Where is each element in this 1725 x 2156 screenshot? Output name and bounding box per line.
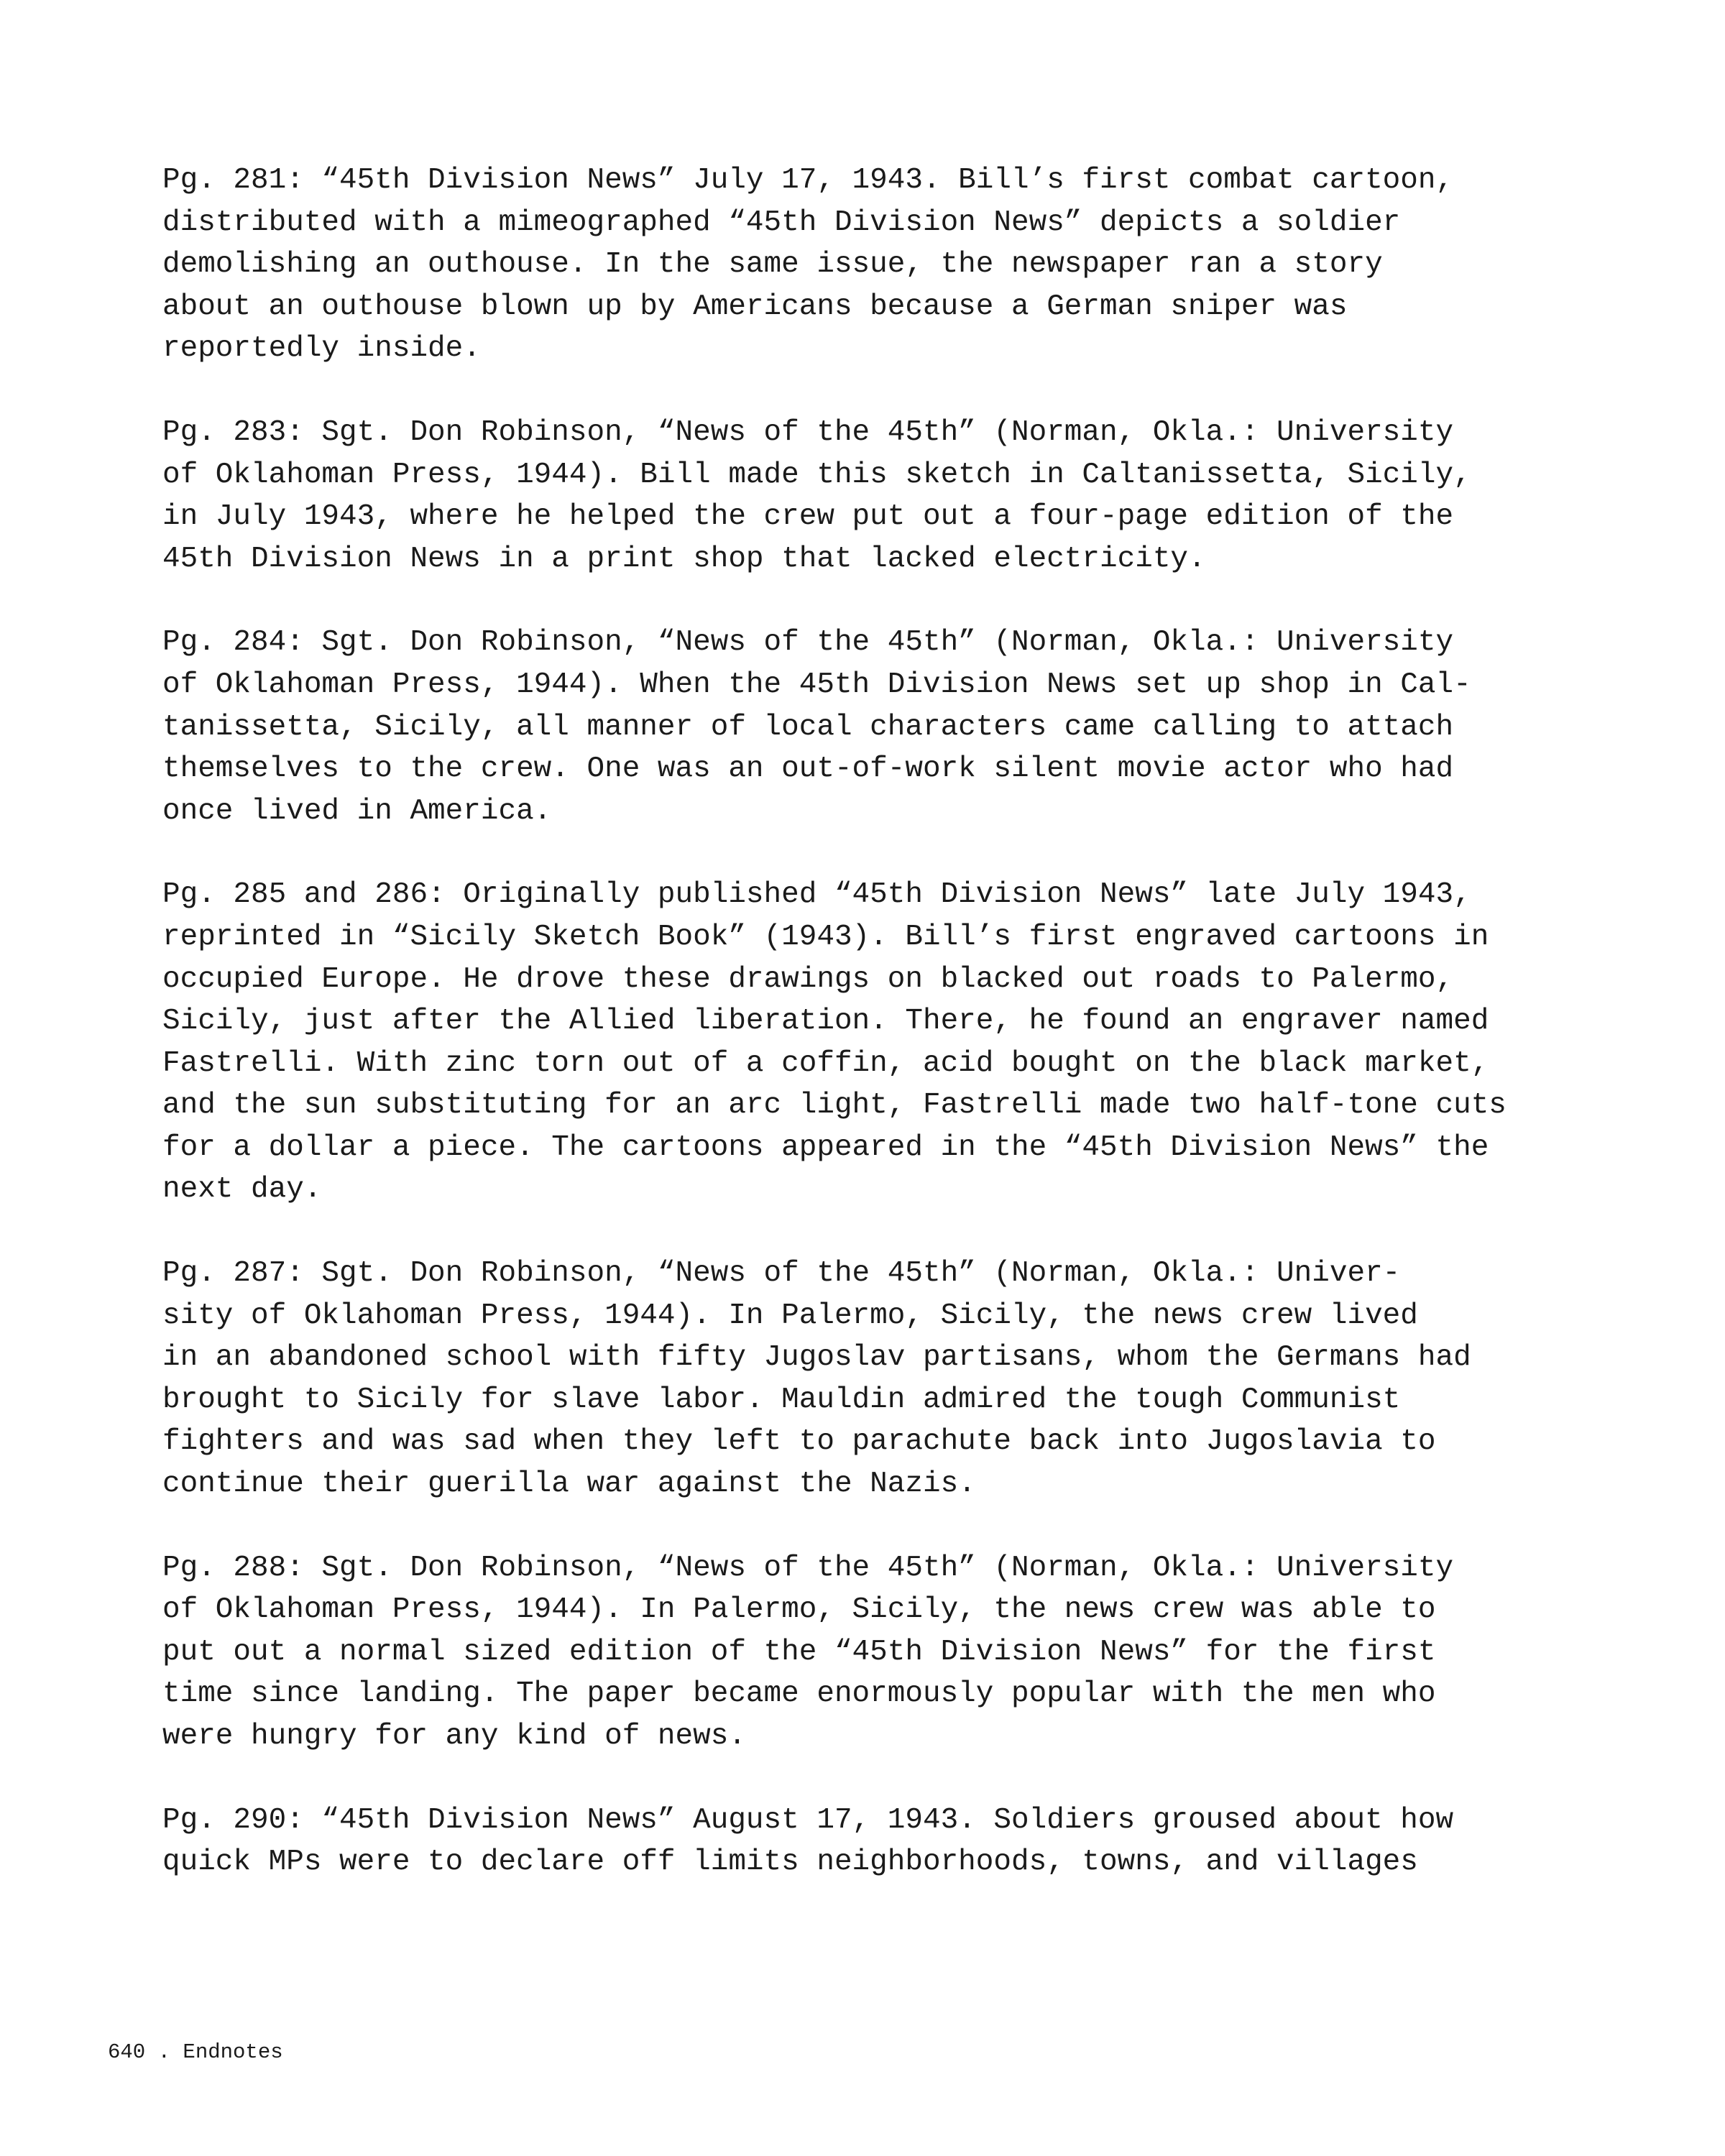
endnote-line: Pg. 283: Sgt. Don Robinson, “News of the 45th” (Norman, Okla.: University (162, 415, 1454, 449)
endnote-entry-290 (162, 1800, 1600, 1884)
endnote-line: reprinted in “Sicily Sketch Book” (1943). Bill’s first engraved cartoons in (162, 920, 1489, 954)
endnote-line: Pg. 285 and 286: Originally published “45th Division News” late July 1943, (162, 878, 1471, 912)
endnote-entry-283 (162, 412, 1600, 580)
endnote-line: time since landing. The paper became enormously popular with the men who (162, 1677, 1436, 1711)
endnote-line: of Oklahoman Press, 1944). In Palermo, Sicily, the news crew was able to (162, 1593, 1436, 1627)
endnote-line: next day. (162, 1173, 322, 1207)
endnotes-body (162, 160, 1600, 1925)
endnote-line: once lived in America. (162, 794, 552, 828)
endnote-line: in July 1943, where he helped the crew put out a four-page edition of the (162, 500, 1454, 534)
endnote-line: for a dollar a piece. The cartoons appeared in the “45th Division News” the (162, 1130, 1489, 1164)
endnote-line: sity of Oklahoman Press, 1944). In Palermo, Sicily, the news crew lived (162, 1299, 1418, 1332)
endnote-line: Sicily, just after the Allied liberation. There, he found an engraver named (162, 1005, 1489, 1038)
endnote-line: occupied Europe. He drove these drawings on blacked out roads to Palermo, (162, 962, 1454, 996)
endnote-line: of Oklahoman Press, 1944). When the 45th Division News set up shop in Cal- (162, 668, 1471, 701)
endnote-line: quick MPs were to declare off limits neighborhoods, towns, and villages (162, 1846, 1418, 1879)
endnote-line: Pg. 287: Sgt. Don Robinson, “News of the 45th” (Norman, Okla.: Univer- (162, 1257, 1401, 1291)
endnote-line: fighters and was sad when they left to parachute back into Jugoslavia to (162, 1425, 1436, 1459)
endnote-line: reportedly inside. (162, 332, 481, 366)
page-footer: 640 . Endnotes (108, 2040, 283, 2064)
endnote-line: Pg. 288: Sgt. Don Robinson, “News of the 45th” (Norman, Okla.: University (162, 1551, 1454, 1585)
endnote-line: tanissetta, Sicily, all manner of local characters came calling to attach (162, 710, 1454, 744)
endnote-line: continue their guerilla war against the Nazis. (162, 1468, 976, 1501)
endnote-entry-281 (162, 160, 1600, 370)
endnote-line: 45th Division News in a print shop that lacked electricity. (162, 542, 1206, 576)
endnote-line: and the sun substituting for an arc light, Fastrelli made two half-tone cuts (162, 1089, 1506, 1123)
endnote-line: Fastrelli. With zinc torn out of a coffin, acid bought on the black market, (162, 1046, 1489, 1080)
endnote-line: distributed with a mimeographed “45th Division News” depicts a soldier (162, 206, 1401, 239)
endnote-line: demolishing an outhouse. In the same issue, the newspaper ran a story (162, 248, 1383, 282)
endnote-line: of Oklahoman Press, 1944). Bill made this sketch in Caltanissetta, Sicily, (162, 458, 1471, 492)
endnote-entry-287 (162, 1253, 1600, 1506)
endnote-entry-284 (162, 622, 1600, 832)
endnote-line: Pg. 284: Sgt. Don Robinson, “News of the 45th” (Norman, Okla.: University (162, 626, 1454, 660)
endnote-line: were hungry for any kind of news. (162, 1720, 746, 1753)
endnote-line: Pg. 281: “45th Division News” July 17, 1943. Bill’s first combat cartoon, (162, 164, 1454, 197)
endnote-line: about an outhouse blown up by Americans because a German sniper was (162, 290, 1348, 323)
endnote-line: themselves to the crew. One was an out-of-work silent movie actor who had (162, 752, 1454, 786)
endnote-entry-285-286 (162, 874, 1600, 1211)
endnote-entry-288 (162, 1547, 1600, 1758)
endnote-line: brought to Sicily for slave labor. Mauldin admired the tough Communist (162, 1383, 1401, 1416)
endnote-line: Pg. 290: “45th Division News” August 17, 1943. Soldiers groused about how (162, 1803, 1454, 1837)
endnote-line: put out a normal sized edition of the “45th Division News” for the first (162, 1635, 1436, 1669)
endnote-line: in an abandoned school with fifty Jugoslav partisans, whom the Germans had (162, 1341, 1471, 1375)
